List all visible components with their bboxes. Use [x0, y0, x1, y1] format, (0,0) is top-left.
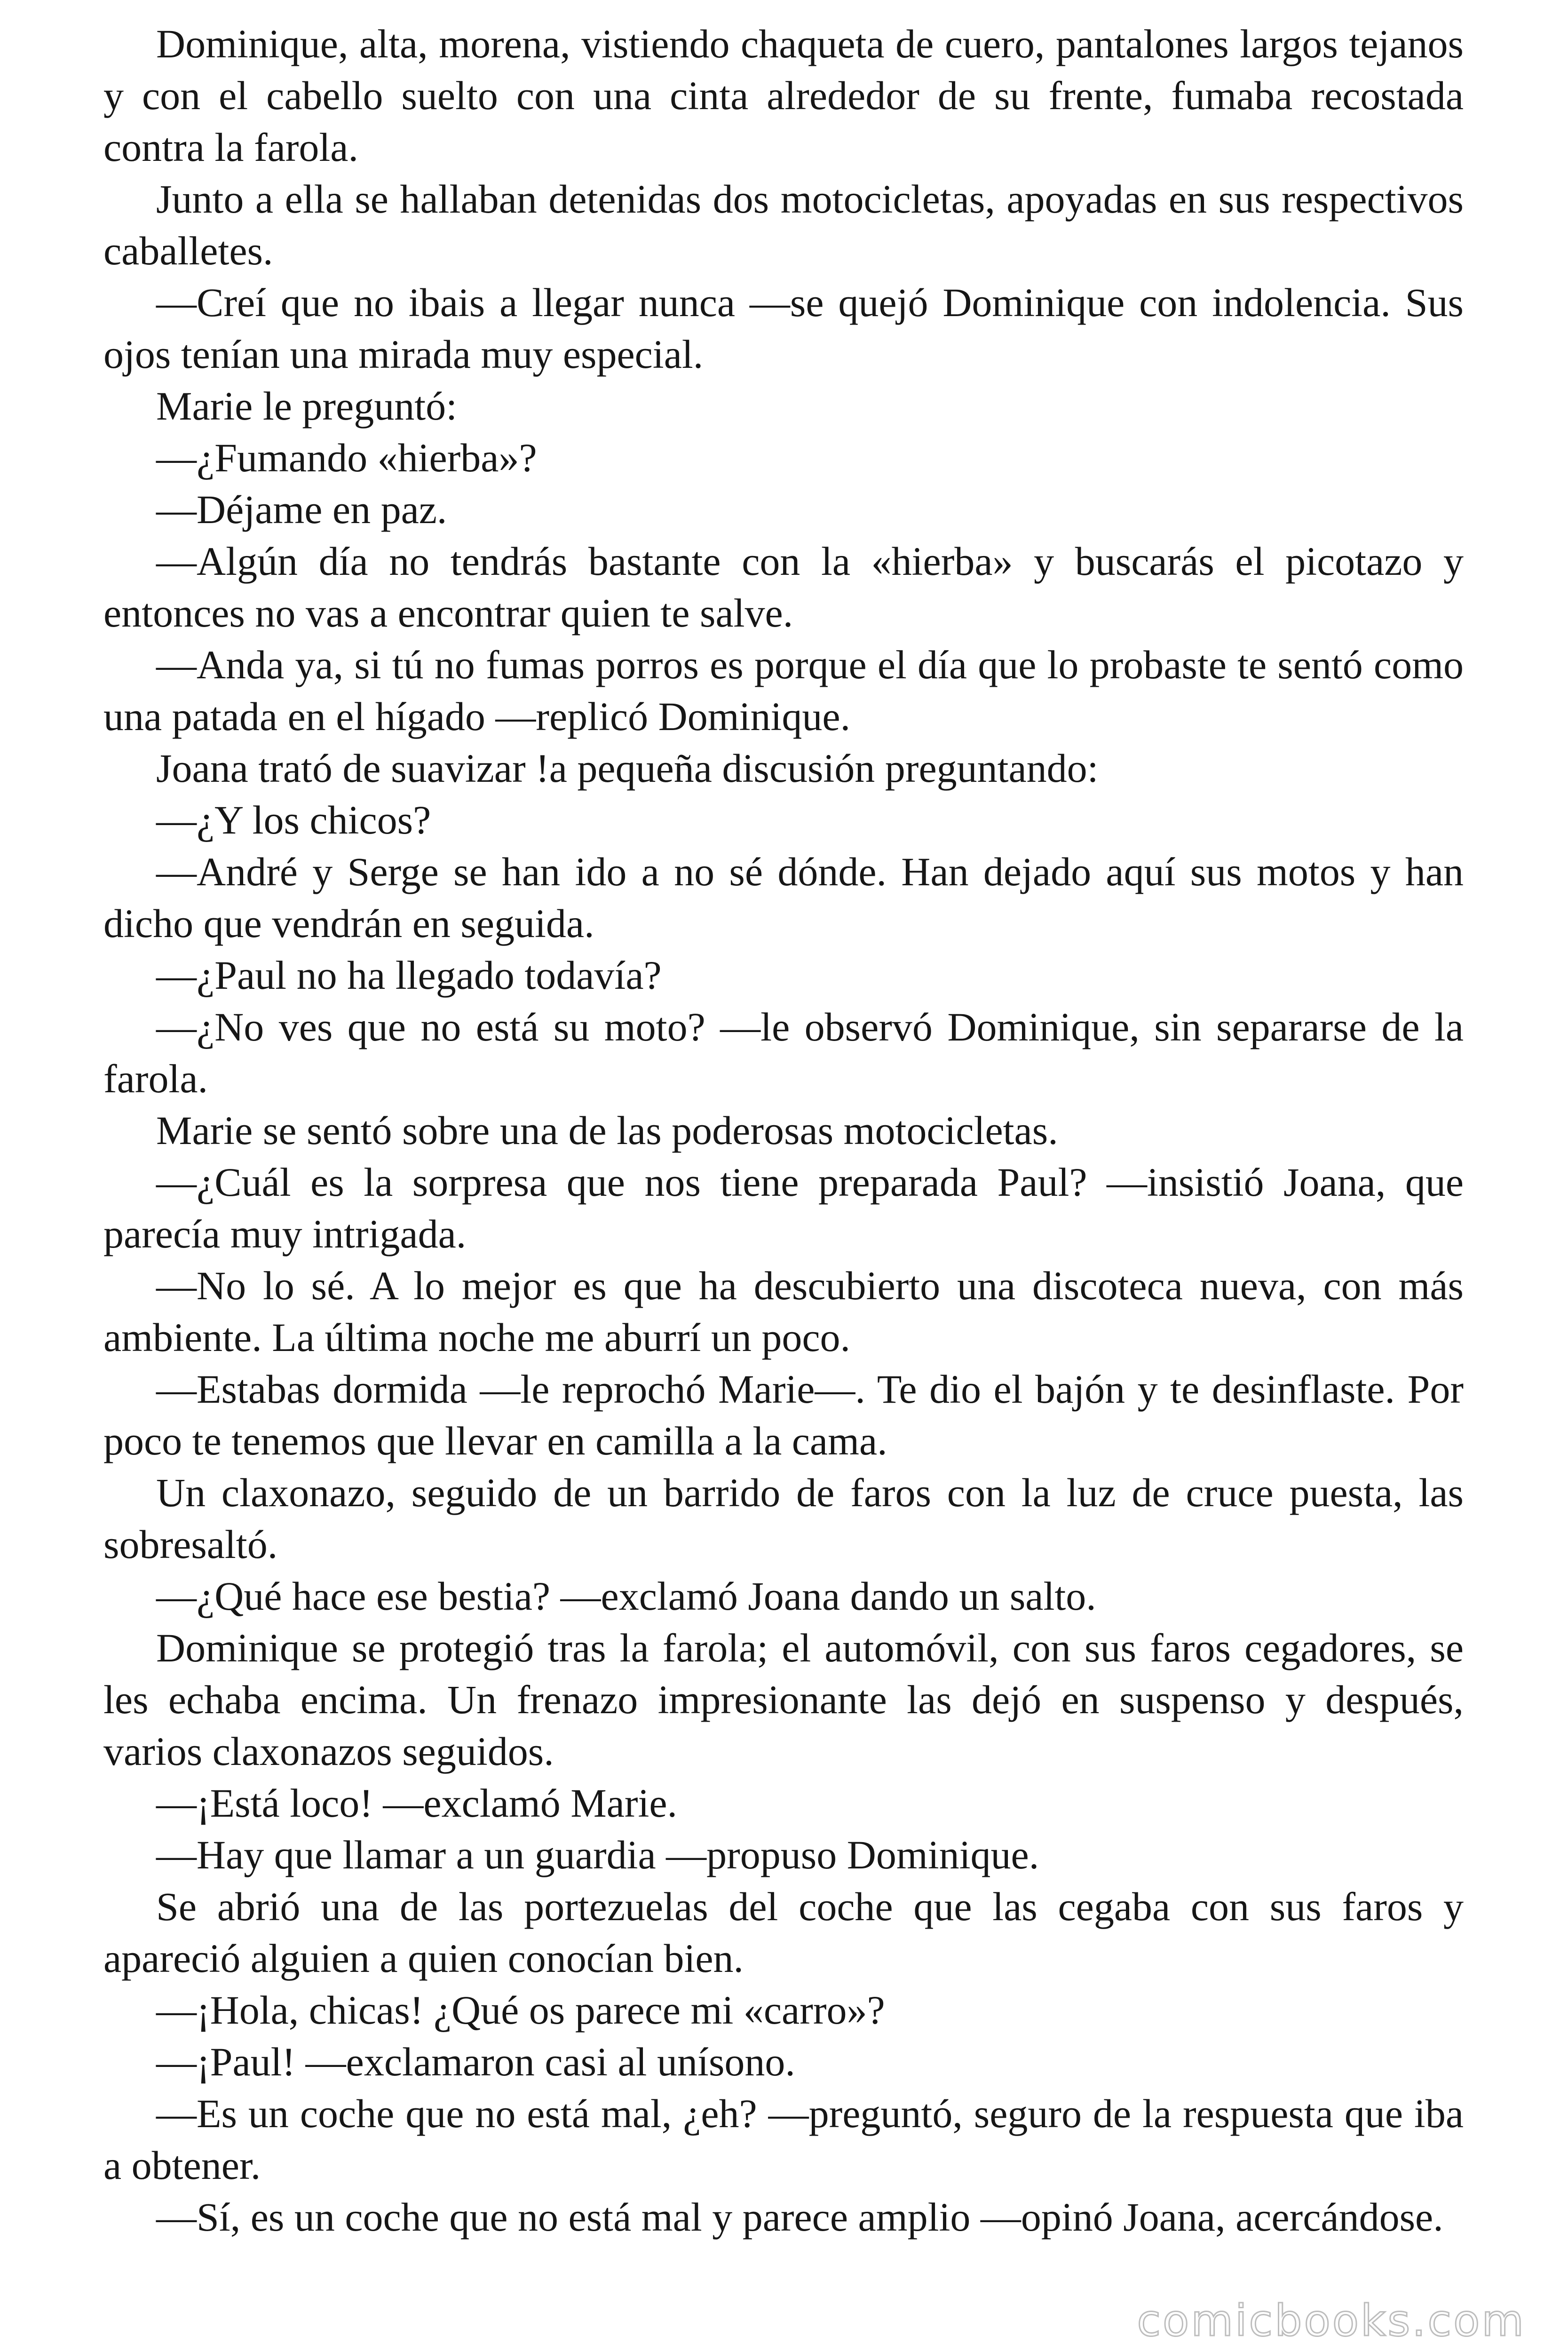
paragraph: —Es un coche que no está mal, ¿eh? —preguntó, seguro de la respuesta que iba a obtener. — [103, 2091, 1464, 2188]
paragraph: Junto a ella se hallaban detenidas dos motocicletas, apoyadas en sus respectivos caballetes. — [103, 176, 1464, 273]
paragraph: —¿Qué hace ese bestia? —exclamó Joana dando un salto. — [156, 1573, 1096, 1619]
paragraph: —¿Cuál es la sorpresa que nos tiene preparada Paul? —insistió Joana, que parecía muy intrigada. — [103, 1160, 1464, 1256]
paragraph: —No lo sé. A lo mejor es que ha descubierto una discoteca nueva, con más ambiente. La última noche me aburrí un poco. — [103, 1263, 1464, 1360]
paragraph: Marie se sentó sobre una de las poderosas motocicletas. — [156, 1108, 1058, 1153]
body-text — [103, 18, 1464, 2243]
paragraph: Dominique, alta, morena, vistiendo chaqueta de cuero, pantalones largos tejanos y con el cabello suelto con una cinta alrededor de su frente, fumaba recostada contra la farola. — [103, 21, 1464, 170]
paragraph: —¿Fumando «hierba»? — [156, 435, 537, 480]
paragraph: —Anda ya, si tú no fumas porros es porque el día que lo probaste te sentó como una patada en el hígado —replicó Dominique. — [103, 642, 1464, 739]
paragraph: Dominique se protegió tras la farola; el automóvil, con sus faros cegadores, se les echaba encima. Un frenazo impresionante las dejó en suspenso y después, varios claxonazos seguidos. — [103, 1625, 1464, 1774]
paragraph: —André y Serge se han ido a no sé dónde. Han dejado aquí sus motos y han dicho que vendrán en seguida. — [103, 849, 1464, 946]
paragraph: —¡Hola, chicas! ¿Qué os parece mi «carro»? — [156, 1987, 885, 2033]
paragraph: Un claxonazo, seguido de un barrido de faros con la luz de cruce puesta, las sobresaltó. — [103, 1470, 1464, 1567]
paragraph: Joana trató de suavizar !a pequeña discusión preguntando: — [156, 746, 1099, 791]
paragraph: Se abrió una de las portezuelas del coche que las cegaba con sus faros y apareció alguien a quien conocían bien. — [103, 1884, 1464, 1981]
paragraph: —¿Paul no ha llegado todavía? — [156, 953, 662, 998]
paragraph: —Creí que no ibais a llegar nunca —se quejó Dominique con indolencia. Sus ojos tenían una mirada muy especial. — [103, 280, 1464, 377]
paragraph: —Sí, es un coche que no está mal y parece amplio —opinó Joana, acercándose. — [156, 2194, 1443, 2240]
paragraph: —Hay que llamar a un guardia —propuso Dominique. — [156, 1832, 1039, 1877]
paragraph: —Algún día no tendrás bastante con la «hierba» y buscarás el picotazo y entonces no vas a encontrar quien te salve. — [103, 539, 1464, 636]
paragraph: —¡Está loco! —exclamó Marie. — [156, 1780, 678, 1826]
paragraph: —Déjame en paz. — [156, 487, 447, 532]
paragraph: —¡Paul! —exclamaron casi al unísono. — [156, 2039, 795, 2084]
paragraph: —¿Y los chicos? — [156, 797, 431, 842]
watermark: comicbooks.com — [1137, 2296, 1526, 2346]
paragraph: —¿No ves que no está su moto? —le observó Dominique, sin separarse de la farola. — [103, 1004, 1464, 1101]
paragraph: Marie le preguntó: — [156, 383, 458, 429]
paragraph: —Estabas dormida —le reprochó Marie—. Te dio el bajón y te desinflaste. Por poco te tenemos que llevar en camilla a la cama. — [103, 1367, 1464, 1463]
